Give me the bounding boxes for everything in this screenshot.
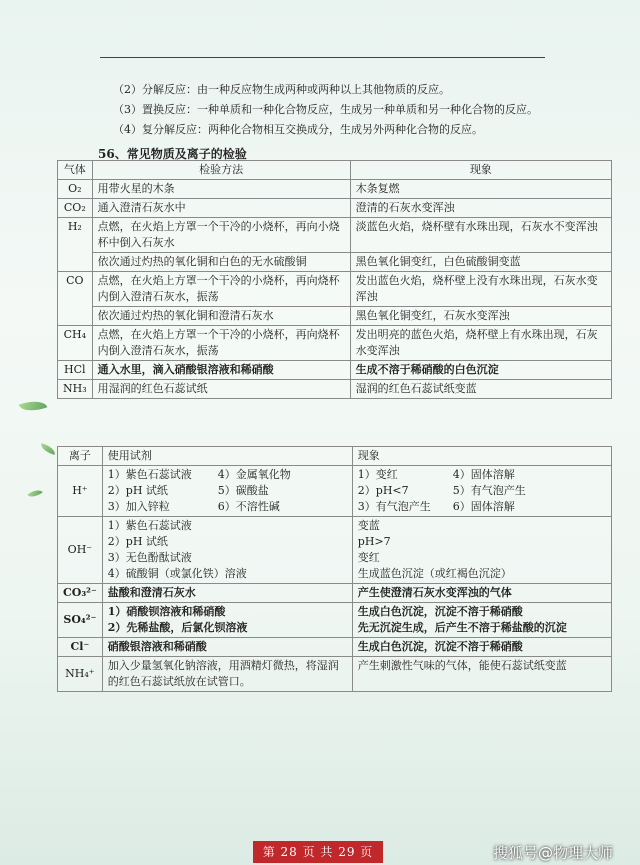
reagent-item: 6）不溶性碱 <box>217 500 280 513</box>
result-cell <box>352 517 611 584</box>
result-item: 变红 <box>357 551 380 564</box>
result-cell: 生成不溶于稀硝酸的白色沉淀 <box>350 361 611 380</box>
reaction-item: （2）分解反应：由一种反应物生成两种或两种以上其他物质的反应。 <box>113 83 450 96</box>
result-cell: 黑色氧化铜变红，白色硫酸铜变蓝 <box>350 253 611 272</box>
method-cell: 用湿润的红色石蕊试纸 <box>92 380 350 399</box>
result-item: 先无沉淀生成，后产生不溶于稀盐酸的沉淀 <box>357 621 567 634</box>
reagent-cell: 硝酸银溶液和稀硝酸 <box>102 638 352 657</box>
table-header-row <box>58 161 612 180</box>
method-cell: 点燃，在火焰上方罩一个干冷的小烧杯，再向烧杯内倒入澄清石灰水，振荡 <box>92 272 350 307</box>
table-row <box>58 218 612 253</box>
leaf-decoration <box>39 443 57 455</box>
reagent-item: 1）紫色石蕊试液 <box>107 519 192 532</box>
table-row <box>58 466 612 517</box>
leaf-decoration <box>27 487 42 501</box>
gas-cell: HCl <box>58 361 93 380</box>
result-item: 生成蓝色沉淀（或红褐色沉淀） <box>357 567 512 580</box>
ion-cell: Cl⁻ <box>58 638 103 657</box>
ion-cell: SO₄²⁻ <box>58 603 103 638</box>
reagent-item: 5）碳酸盐 <box>217 484 269 497</box>
table-header: 现象 <box>350 161 611 180</box>
result-cell: 生成白色沉淀，沉淀不溶于稀硝酸 <box>352 638 611 657</box>
gas-cell: NH₃ <box>58 380 93 399</box>
reagent-item: 3）加入锌粒 <box>107 500 170 513</box>
method-cell: 用带火星的木条 <box>92 180 350 199</box>
result-cell: 发出明亮的蓝色火焰，烧杯壁上有水珠出现，石灰水变浑浊 <box>350 326 611 361</box>
result-cell: 发出蓝色火焰，烧杯壁上没有水珠出现，石灰水变浑浊 <box>350 272 611 307</box>
result-cell: 产生使澄清石灰水变浑浊的气体 <box>352 584 611 603</box>
result-item: 3）有气泡产生 <box>357 500 431 513</box>
result-item: pH>7 <box>357 535 391 548</box>
table-row <box>58 380 612 399</box>
section-title: 56、常见物质及离子的检验 <box>98 147 247 161</box>
result-item: 1）变红 <box>357 468 398 481</box>
result-item: 6）固体溶解 <box>452 500 515 513</box>
result-item: 2）pH<7 <box>357 484 409 497</box>
ion-cell: CO₃²⁻ <box>58 584 103 603</box>
table-header: 现象 <box>352 447 611 466</box>
gas-cell: O₂ <box>58 180 93 199</box>
table-header: 使用试剂 <box>102 447 352 466</box>
reagent-item: 2）pH 试纸 <box>107 484 168 497</box>
reagent-item: 1）硝酸钡溶液和稀硝酸 <box>107 605 226 618</box>
reagent-item: 2）先稀盐酸，后氯化钡溶液 <box>107 621 248 634</box>
table-header: 气体 <box>58 161 93 180</box>
result-cell: 黑色氧化铜变红，石灰水变浑浊 <box>350 307 611 326</box>
table-row <box>58 326 612 361</box>
table-row <box>58 307 612 326</box>
result-item: 4）固体溶解 <box>452 468 515 481</box>
result-cell: 湿润的红色石蕊试纸变蓝 <box>350 380 611 399</box>
method-cell: 通入澄清石灰水中 <box>92 199 350 218</box>
table-row <box>58 584 612 603</box>
gas-cell: CO₂ <box>58 199 93 218</box>
gas-cell: H₂ <box>58 218 93 272</box>
result-cell: 澄清的石灰水变浑浊 <box>350 199 611 218</box>
table-row <box>58 603 612 638</box>
reaction-item: （4）复分解反应：两种化合物相互交换成分，生成另外两种化合物的反应。 <box>113 123 483 136</box>
table-row <box>58 199 612 218</box>
reagent-cell <box>102 517 352 584</box>
method-cell: 点燃，在火焰上方罩一个干冷的小烧杯，再向烧杯内倒入澄清石灰水，振荡 <box>92 326 350 361</box>
reaction-item: （3）置换反应：一种单质和一种化合物反应，生成另一种单质和另一种化合物的反应。 <box>113 103 538 116</box>
table-row <box>58 180 612 199</box>
result-cell: 淡蓝色火焰，烧杯壁有水珠出现，石灰水不变浑浊 <box>350 218 611 253</box>
result-cell: 木条复燃 <box>350 180 611 199</box>
reagent-cell <box>102 603 352 638</box>
reagent-item: 4）硫酸铜（或氯化铁）溶液 <box>107 567 247 580</box>
ion-test-table <box>57 446 612 692</box>
method-cell: 点燃，在火焰上方罩一个干冷的小烧杯，再向小烧杯中倒入石灰水 <box>92 218 350 253</box>
header-rule <box>100 57 545 58</box>
gas-cell: CO <box>58 272 93 326</box>
reagent-item: 1）紫色石蕊试液 <box>107 468 192 481</box>
ion-cell: OH⁻ <box>58 517 103 584</box>
gas-test-table <box>57 160 612 399</box>
table-header: 检验方法 <box>92 161 350 180</box>
gas-cell: CH₄ <box>58 326 93 361</box>
result-cell <box>352 466 611 517</box>
leaf-decoration <box>19 396 48 416</box>
method-cell: 依次通过灼热的氧化铜和澄清石灰水 <box>92 307 350 326</box>
ion-cell: H⁺ <box>58 466 103 517</box>
result-cell <box>352 603 611 638</box>
table-row <box>58 517 612 584</box>
reagent-item: 3）无色酚酞试液 <box>107 551 192 564</box>
table-row <box>58 253 612 272</box>
result-item: 变蓝 <box>357 519 380 532</box>
table-row <box>58 657 612 692</box>
reagent-item: 2）pH 试纸 <box>107 535 168 548</box>
table-row <box>58 272 612 307</box>
reagent-cell: 盐酸和澄清石灰水 <box>102 584 352 603</box>
method-cell: 通入水里，滴入硝酸银溶液和稀硝酸 <box>92 361 350 380</box>
reaction-list <box>113 80 538 140</box>
table-header-row <box>58 447 612 466</box>
reagent-cell: 加入少量氢氧化钠溶液，用酒精灯微热，将湿润的红色石蕊试纸放在试管口。 <box>102 657 352 692</box>
watermark: 搜狐号@物理大师 <box>493 844 614 862</box>
table-header: 离子 <box>58 447 103 466</box>
reagent-item: 4）金属氧化物 <box>217 468 291 481</box>
table-row <box>58 638 612 657</box>
result-cell: 产生刺激性气味的气体，能使石蕊试纸变蓝 <box>352 657 611 692</box>
ion-cell: NH₄⁺ <box>58 657 103 692</box>
result-item: 生成白色沉淀，沉淀不溶于稀硝酸 <box>357 605 523 618</box>
page-number-badge: 第 28 页 共 29 页 <box>253 841 383 863</box>
table-row <box>58 361 612 380</box>
reagent-cell <box>102 466 352 517</box>
result-item: 5）有气泡产生 <box>452 484 526 497</box>
method-cell: 依次通过灼热的氧化铜和白色的无水硫酸铜 <box>92 253 350 272</box>
